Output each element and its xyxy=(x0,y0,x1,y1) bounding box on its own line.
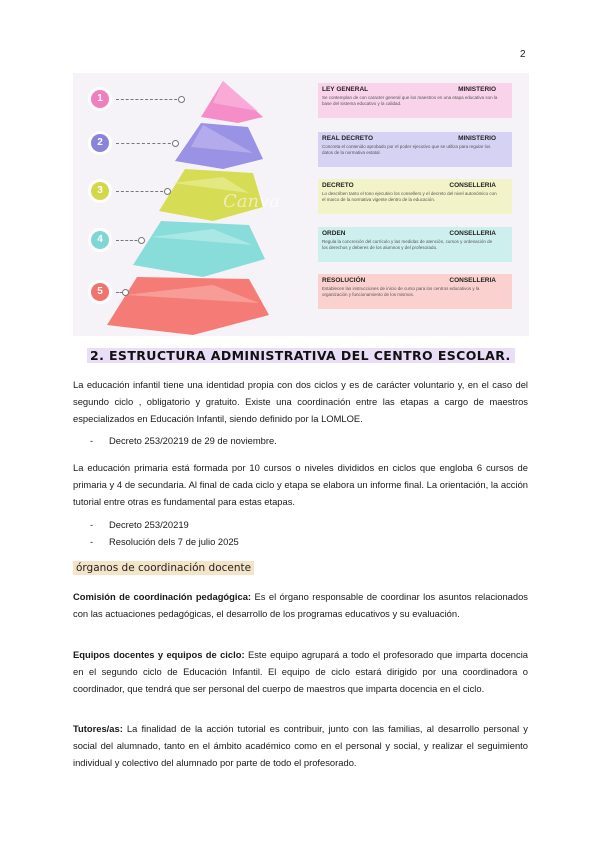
level-3-arrow xyxy=(116,191,168,192)
level-4-band xyxy=(318,227,512,262)
bullet-resolucion-text: Resolución dels 7 de julio 2025 xyxy=(109,536,239,547)
level-5-arrow xyxy=(116,292,126,293)
item-comision-term: Comisión de coordinación pedagógica: xyxy=(73,591,252,602)
bullet-decreto-1: - Decreto 253/20219 de 29 de noviembre. xyxy=(90,435,277,446)
level-3-desc: Lo describen tanto el tono ejecutivo los consellers y el decreto del nivel autonómico con el marco de la normativa vigente dentro de la educación. xyxy=(322,191,497,202)
page-number: 2 xyxy=(520,49,526,60)
level-2-title: REAL DECRETO xyxy=(322,135,374,142)
bullet-resolucion: - Resolución dels 7 de julio 2025 xyxy=(90,536,239,547)
item-tutores-term: Tutores/as: xyxy=(73,723,123,734)
level-1-arrow xyxy=(116,99,182,100)
level-3-org: CONSELLERIA xyxy=(449,182,496,189)
level-3-title: DECRETO xyxy=(322,182,354,189)
level-2-band xyxy=(318,132,512,167)
level-1-title: LEY GENERAL xyxy=(322,86,369,93)
level-1-desc: Se contemplan de con caracter general que los maestros en una etapa educativa son la base del sistema educativo y la calidad. xyxy=(322,95,498,106)
level-3-band xyxy=(318,179,512,214)
paragraph-infantil: La educación infantil tiene una identidad propia con dos ciclos y es de carácter voluntario y, en el caso del segundo ciclo , obligatorio y gratuito. Existe una coordinación entre las etapas a cargo de maestros especializados en Educación Infantil, siendo definido por la LOMLOE. xyxy=(73,379,528,424)
level-5-desc: Establecen las instrucciones de inicio de curso para los centros educativos y la organización y funcionamiento de los mismos. xyxy=(322,286,480,297)
item-tutores xyxy=(73,721,528,771)
level-5-band xyxy=(318,274,512,309)
level-4-org: CONSELLERIA xyxy=(449,230,496,237)
item-equipos-text: Este equipo agrupará a todo el profesorado que imparta docencia en el segundo ciclo de Educación Infantil. El equipo de ciclo estará dirigido por una coordinadora o coordinador, que tendrá que ser personal del cuerpo de maestros que imparta docencia en el ciclo. xyxy=(73,649,528,694)
level-2-org: MINISTERIO xyxy=(458,135,496,142)
level-1-circle: 1 xyxy=(91,90,109,108)
bullet-decreto-1-text: Decreto 253/20219 de 29 de noviembre. xyxy=(109,435,277,446)
item-equipos xyxy=(73,647,528,697)
level-3-circle: 3 xyxy=(91,182,109,200)
level-5-circle: 5 xyxy=(91,283,109,301)
level-5-org: CONSELLERIA xyxy=(449,277,496,284)
subheading-organos: órganos de coordinación docente xyxy=(73,561,254,575)
canva-watermark: Canva xyxy=(223,191,280,212)
level-1-org: MINISTERIO xyxy=(458,86,496,93)
level-2-arrow xyxy=(116,143,176,144)
level-4-circle: 4 xyxy=(91,231,109,249)
level-5-title: RESOLUCIÓN xyxy=(322,277,366,284)
level-4-title: ORDEN xyxy=(322,230,346,237)
hierarchy-infographic xyxy=(73,73,529,336)
level-4-desc: Regula la concreción del currículo y las medidas de atención, cursos y ordenación de los derechos y deberes de los alumnos y del profesorado. xyxy=(322,239,493,250)
item-comision xyxy=(73,589,528,623)
bullet-decreto-2: - Decreto 253/20219 xyxy=(90,519,189,530)
item-tutores-text: La finalidad de la acción tutorial es contribuir, junto con las familias, al desarrollo personal y social del alumnado, tanto en el ámbito académico como en el personal y social, y realizar el seguimiento individual y colectivo del alumnado por parte de todo el profesorado. xyxy=(73,723,528,768)
item-comision-text: Es el órgano responsable de coordinar los asuntos relacionados con las actuaciones pedagógicas, el desarrollo de los programas educativos y su evaluación. xyxy=(73,591,528,619)
level-2-circle: 2 xyxy=(91,134,109,152)
level-2-desc: Concreta el contenido aprobado por el poder ejecutivo que se utiliza para regular los datos de la normativa estatal. xyxy=(322,144,491,155)
level-1-band xyxy=(318,83,512,118)
bullet-decreto-2-text: Decreto 253/20219 xyxy=(109,519,189,530)
level-4-arrow xyxy=(116,240,142,241)
section-title: 2. ESTRUCTURA ADMINISTRATIVA DEL CENTRO ESCOLAR. xyxy=(87,348,515,363)
paragraph-primaria: La educación primaria está formada por 10 cursos o niveles divididos en ciclos que engloba 6 cursos de primaria y 4 de secundaria. Al final de cada ciclo y etapa se elabora un informe final. La orientación, la acción tutorial entre otras es fundamental para estas etapas. xyxy=(73,462,528,507)
item-equipos-term: Equipos docentes y equipos de ciclo: xyxy=(73,649,245,660)
